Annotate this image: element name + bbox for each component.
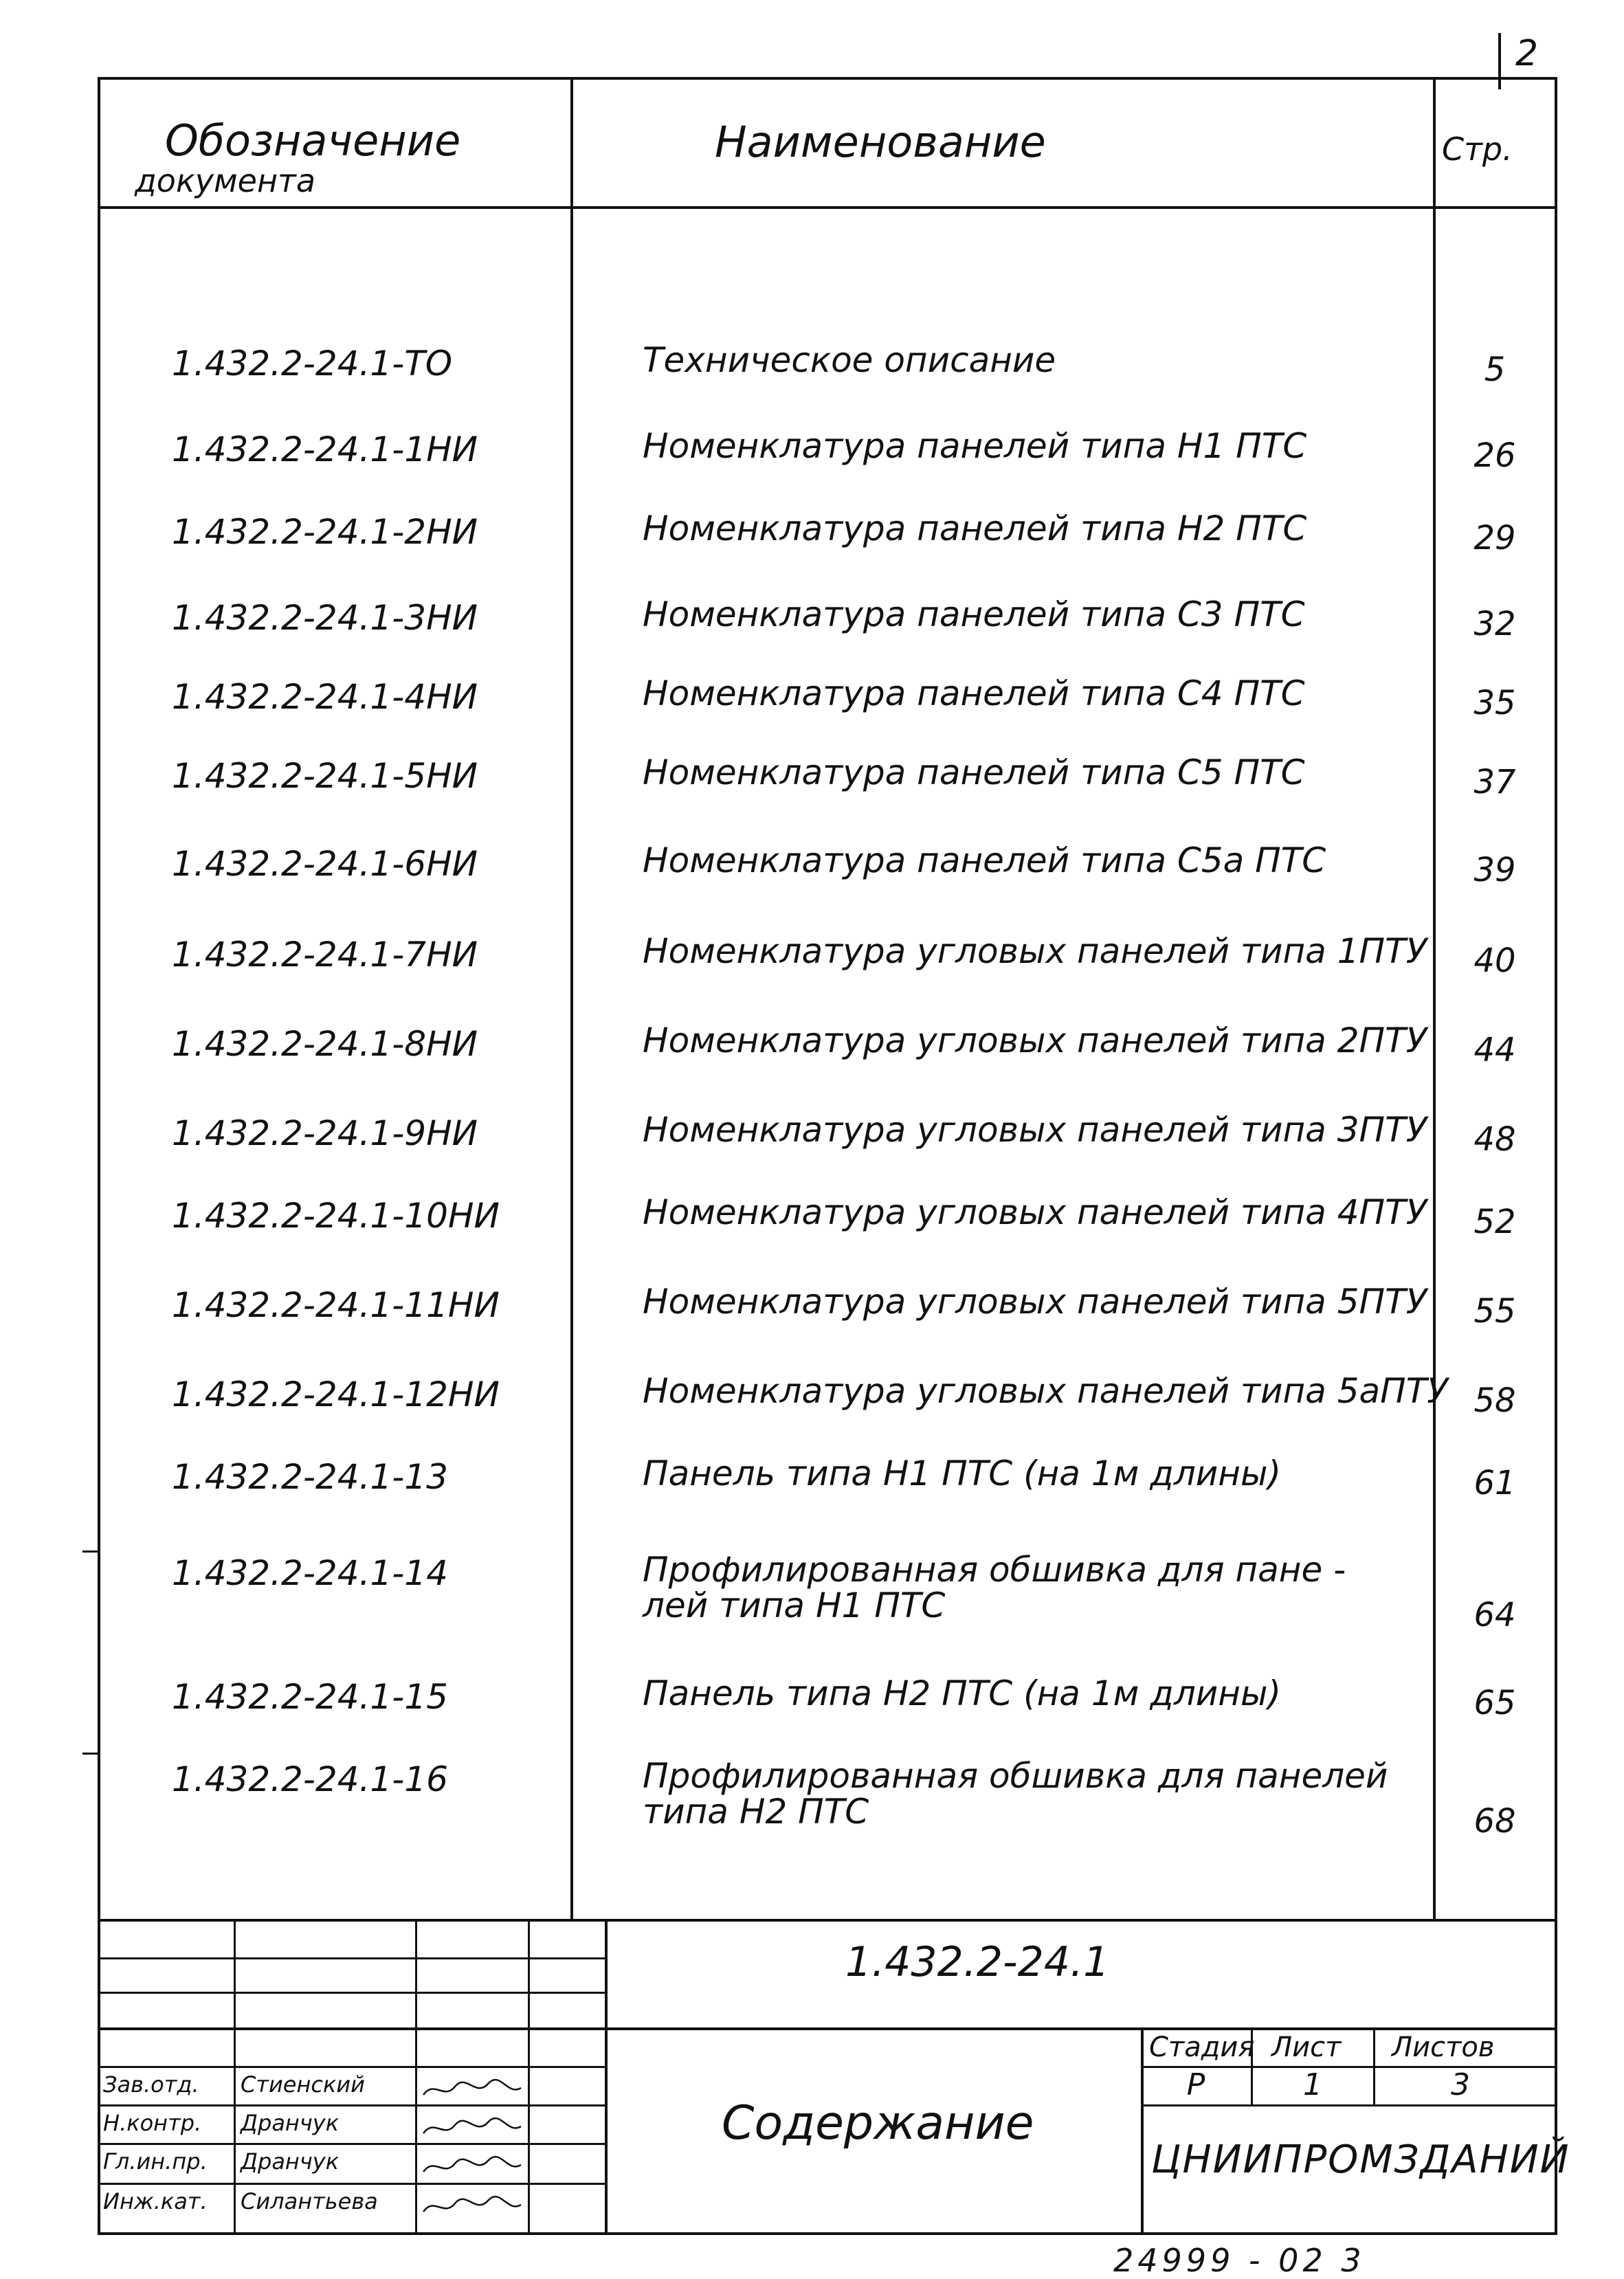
row-page: 29 xyxy=(1473,519,1516,557)
row-code: 1.432.2-24.1-1НИ xyxy=(172,430,478,469)
row-code: 1.432.2-24.1-10НИ xyxy=(172,1196,500,1236)
row-name: Номенклатура угловых панелей типа 1ПТУ xyxy=(643,931,1427,971)
tb-grid-h4 xyxy=(98,2104,606,2106)
tb-stage-value: Р xyxy=(1186,2067,1205,2102)
tb-grid-v2 xyxy=(415,1919,417,2235)
tb-grid-h1 xyxy=(98,1957,606,1959)
page-number-divider xyxy=(1498,33,1501,89)
col-divider-1 xyxy=(570,77,573,1919)
row-page: 64 xyxy=(1473,1596,1516,1634)
col-divider-2 xyxy=(1433,77,1436,1919)
tb-title-divider xyxy=(605,1919,608,2235)
header-name: Наименование xyxy=(715,117,1046,167)
row-page: 52 xyxy=(1473,1203,1516,1241)
signature-name: Стиенский xyxy=(241,2071,365,2098)
row-code: 1.432.2-24.1-6НИ xyxy=(172,844,478,884)
row-name: Номенклатура панелей типа С5 ПТС xyxy=(643,753,1305,792)
tb-sheets-value: 3 xyxy=(1451,2067,1470,2102)
row-code: 1.432.2-24.1-8НИ xyxy=(172,1024,478,1064)
row-code: 1.432.2-24.1-11НИ xyxy=(172,1285,500,1325)
row-code: 1.432.2-24.1-7НИ xyxy=(172,935,478,975)
signature-name: Дранчук xyxy=(241,2110,340,2136)
tb-top-line xyxy=(98,1919,1557,1922)
row-name: типа Н2 ПТС xyxy=(643,1792,869,1832)
row-page: 32 xyxy=(1473,605,1516,643)
tb-grid-h5 xyxy=(98,2143,606,2145)
row-name: Номенклатура панелей типа Н2 ПТС xyxy=(643,509,1307,548)
header-designation: Обозначение xyxy=(165,115,461,166)
row-name: Номенклатура панелей типа С4 ПТС xyxy=(643,674,1305,713)
row-name: Номенклатура угловых панелей типа 5ПТУ xyxy=(643,1282,1427,1322)
row-page: 35 xyxy=(1473,684,1516,722)
row-code: 1.432.2-24.1-9НИ xyxy=(172,1113,478,1153)
row-name: Номенклатура панелей типа С5а ПТС xyxy=(643,841,1326,880)
tb-stage-left xyxy=(1141,2027,1144,2235)
tb-grid-h6 xyxy=(98,2183,606,2185)
row-code: 1.432.2-24.1-2НИ xyxy=(172,512,478,552)
handwritten-signature xyxy=(421,2154,524,2179)
row-page: 44 xyxy=(1473,1031,1516,1069)
row-page: 55 xyxy=(1473,1292,1516,1331)
row-name: Номенклатура угловых панелей типа 5аПТУ xyxy=(643,1371,1448,1411)
row-code: 1.432.2-24.1-ТО xyxy=(172,344,453,383)
signature-name: Дранчук xyxy=(241,2148,340,2175)
row-code: 1.432.2-24.1-3НИ xyxy=(172,598,478,638)
handwritten-signature xyxy=(421,2077,524,2102)
signature-role: Гл.ин.пр. xyxy=(103,2148,208,2175)
handwritten-signature xyxy=(421,2115,524,2140)
header-bottom-line xyxy=(98,206,1557,209)
row-name: Профилированная обшивка для пане - xyxy=(643,1550,1346,1590)
margin-tick-2 xyxy=(82,1753,99,1755)
row-name: Профилированная обшивка для панелей xyxy=(643,1756,1388,1796)
footer-archive-number: 24999 - 02 3 xyxy=(1113,2242,1366,2279)
row-page: 26 xyxy=(1473,436,1516,475)
row-name: лей типа Н1 ПТС xyxy=(643,1586,946,1625)
row-page: 61 xyxy=(1473,1464,1516,1502)
row-name: Номенклатура панелей типа Н1 ПТС xyxy=(643,426,1307,466)
header-page: Стр. xyxy=(1442,131,1513,168)
row-page: 65 xyxy=(1473,1684,1516,1722)
row-name: Номенклатура угловых панелей типа 2ПТУ xyxy=(643,1021,1427,1060)
signature-role: Инж.кат. xyxy=(103,2188,208,2214)
tb-grid-v1 xyxy=(234,1919,236,2235)
row-name: Панель типа Н2 ПТС (на 1м длины) xyxy=(643,1674,1281,1713)
tb-doc-code: 1.432.2-24.1 xyxy=(845,1938,1110,1986)
row-code: 1.432.2-24.1-12НИ xyxy=(172,1375,500,1414)
tb-sheet-value: 1 xyxy=(1303,2067,1322,2102)
row-page: 48 xyxy=(1473,1120,1516,1159)
frame-left xyxy=(98,77,100,2235)
row-page: 37 xyxy=(1473,763,1516,801)
tb-sheet-label: Лист xyxy=(1271,2032,1342,2063)
row-name: Номенклатура панелей типа С3 ПТС xyxy=(643,594,1305,634)
row-name: Номенклатура угловых панелей типа 3ПТУ xyxy=(643,1110,1427,1150)
tb-stage-h2 xyxy=(1141,2104,1557,2106)
row-code: 1.432.2-24.1-15 xyxy=(172,1677,448,1717)
row-code: 1.432.2-24.1-14 xyxy=(172,1553,448,1593)
signature-role: Зав.отд. xyxy=(103,2071,199,2098)
frame-top xyxy=(98,77,1557,80)
row-code: 1.432.2-24.1-13 xyxy=(172,1457,448,1497)
row-page: 5 xyxy=(1484,351,1506,389)
row-name: Панель типа Н1 ПТС (на 1м длины) xyxy=(643,1454,1281,1493)
tb-stage-label: Стадия xyxy=(1149,2032,1255,2063)
row-name: Номенклатура угловых панелей типа 4ПТУ xyxy=(643,1192,1427,1232)
tb-main-hline xyxy=(98,2027,1557,2030)
signature-role: Н.контр. xyxy=(103,2110,202,2136)
row-page: 58 xyxy=(1473,1381,1516,1420)
page-number: 2 xyxy=(1515,33,1539,74)
tb-title: Содержание xyxy=(722,2096,1034,2150)
row-code: 1.432.2-24.1-16 xyxy=(172,1759,448,1799)
row-name: Техническое описание xyxy=(643,340,1056,380)
tb-grid-h3 xyxy=(98,2066,606,2068)
row-page: 68 xyxy=(1473,1802,1516,1841)
tb-sheets-label: Листов xyxy=(1392,2032,1495,2063)
row-code: 1.432.2-24.1-5НИ xyxy=(172,756,478,796)
row-page: 39 xyxy=(1473,851,1516,889)
header-designation-sub: документа xyxy=(135,162,316,199)
margin-tick-1 xyxy=(82,1550,99,1553)
tb-grid-v3 xyxy=(528,1919,530,2235)
row-page: 40 xyxy=(1473,942,1516,980)
handwritten-signature xyxy=(421,2194,524,2219)
frame-bottom xyxy=(98,2232,1557,2235)
tb-organization: ЦНИИПРОМЗДАНИЙ xyxy=(1151,2137,1570,2182)
tb-grid-h2 xyxy=(98,1992,606,1994)
row-code: 1.432.2-24.1-4НИ xyxy=(172,677,478,717)
signature-name: Силантьева xyxy=(241,2188,378,2214)
frame-right xyxy=(1555,77,1557,2235)
